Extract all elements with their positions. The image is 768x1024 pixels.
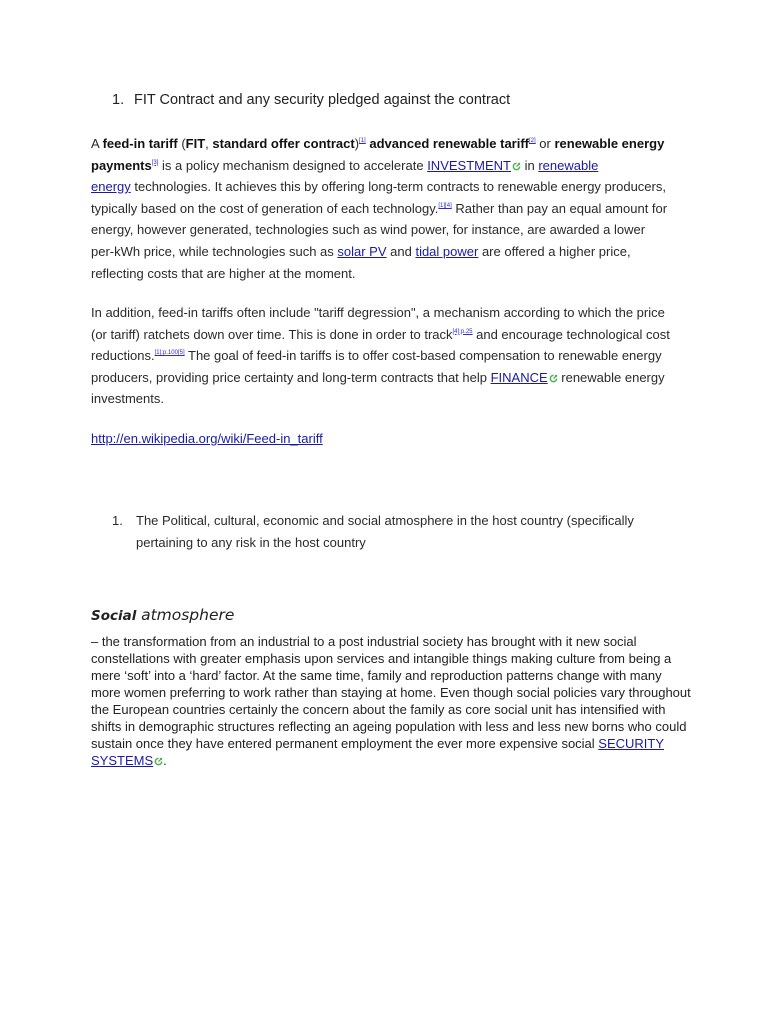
paragraph-line: investments. [91, 391, 164, 407]
text: Rather than pay an equal amount for [451, 200, 668, 216]
paragraph-line [91, 133, 681, 155]
paragraph-line [91, 155, 681, 177]
citation-link[interactable]: [2] [529, 138, 536, 144]
text: and encourage technological cost [472, 326, 670, 342]
text: per-kWh price, while technologies such as [91, 243, 338, 259]
text: typically based on the cost of generation of each technology. [91, 200, 439, 216]
external-link-icon[interactable] [512, 162, 521, 171]
term-payments: payments [91, 157, 152, 173]
text: technologies. It achieves this by offering long-term contracts to renewable energy producers, [130, 179, 666, 195]
paragraph-line: In addition, feed-in tariffs often include "tariff degression", a mechanism according to which the price [91, 305, 665, 320]
security-systems-link[interactable]: SECURITY SYSTEMS [91, 736, 665, 768]
external-link-icon[interactable] [549, 374, 558, 383]
citation-link[interactable]: [1]:p.100[5] [154, 350, 185, 357]
term-renewable-energy: renewable energy [554, 136, 665, 151]
paragraph-line: energy, however generated, technologies such as wind power, for instance, are awarded a lower [91, 222, 646, 238]
paragraph-text: – the transformation from an industrial to a post industrial society has brought with it new social constellations with greater emphasis upon services and intangible things making culture from being a mere ‘soft’ into a ‘hard’ factor. At the same time, family and reproduction patterns change with many more women preferring to work rather than staying at home. Even though social policies vary throughout the European countries certainly the concern about the family as core social unit has intensified with shifts in demographic structures reflecting an ageing population with less and less new borns who could sustain once they have entered permanent employment the ever more expensive social [91, 634, 691, 751]
term-advanced-renewable-tariff: advanced renewable tariff [369, 136, 530, 151]
citation-link[interactable]: [3] [151, 159, 159, 166]
text: producers, providing price certainty and long-term contracts that help [91, 369, 491, 385]
text: renewable energy [557, 369, 665, 385]
text: and [386, 243, 416, 259]
paragraph-line [91, 324, 681, 346]
paragraph-line [91, 176, 681, 198]
list-number: 1. [112, 92, 125, 108]
text: ) [354, 136, 360, 151]
paragraph-line [91, 241, 681, 263]
energy-link[interactable]: energy [91, 179, 131, 195]
list-number: 1. [112, 513, 123, 528]
text: is a policy mechanism designed to accelerate [158, 157, 428, 173]
paragraph-line [91, 345, 681, 367]
citation-link[interactable]: [4]:p.25 [452, 328, 473, 335]
heading-part: Social [91, 608, 142, 624]
text: are offered a higher price, [478, 243, 631, 259]
solar-pv-link[interactable]: solar PV [337, 243, 387, 259]
paragraph-line [91, 367, 681, 389]
text: The goal of feed-in tariffs is to offer cost-based compensation to renewable energy [184, 348, 662, 364]
wikipedia-url-link[interactable]: http://en.wikipedia.org/wiki/Feed-in_tariff [91, 431, 323, 446]
term-fit: FIT [185, 136, 206, 151]
text: , [205, 136, 213, 151]
text: A [91, 136, 103, 151]
text: (or tariff) ratchets down over time. This is done in order to track [91, 326, 453, 342]
paragraph-line [91, 198, 681, 220]
text: reductions. [91, 348, 155, 364]
term-feed-in-tariff: feed-in tariff [102, 136, 178, 151]
paragraph-tariff-degression [91, 302, 681, 410]
citation-link[interactable]: [1][4] [438, 202, 452, 209]
text: ( [177, 136, 186, 151]
heading-text: FIT Contract and any security pledged against the contract [134, 92, 511, 108]
term-standard-offer-contract: standard offer contract [212, 136, 355, 151]
text: in [520, 157, 539, 173]
heading-part: atmosphere [141, 606, 235, 624]
text: . [163, 753, 167, 768]
investment-link[interactable]: INVESTMENT [427, 157, 511, 173]
paragraph-feed-in-tariff [91, 133, 681, 284]
finance-link[interactable]: FINANCE [490, 369, 548, 385]
text: or [535, 136, 555, 151]
paragraph-social-atmosphere [91, 633, 691, 769]
external-link-icon[interactable] [154, 757, 163, 766]
heading-text: The Political, cultural, economic and social atmosphere in the host country (specifically pertaining to any risk in the host country [136, 513, 634, 550]
citation-link[interactable]: [1] [359, 138, 366, 144]
tidal-power-link[interactable]: tidal power [415, 243, 479, 259]
renewable-link[interactable]: renewable [538, 157, 599, 173]
paragraph-line: reflecting costs that are higher at the moment. [91, 265, 356, 281]
social-atmosphere-heading [91, 605, 234, 624]
heading-fit-contract [112, 92, 510, 108]
